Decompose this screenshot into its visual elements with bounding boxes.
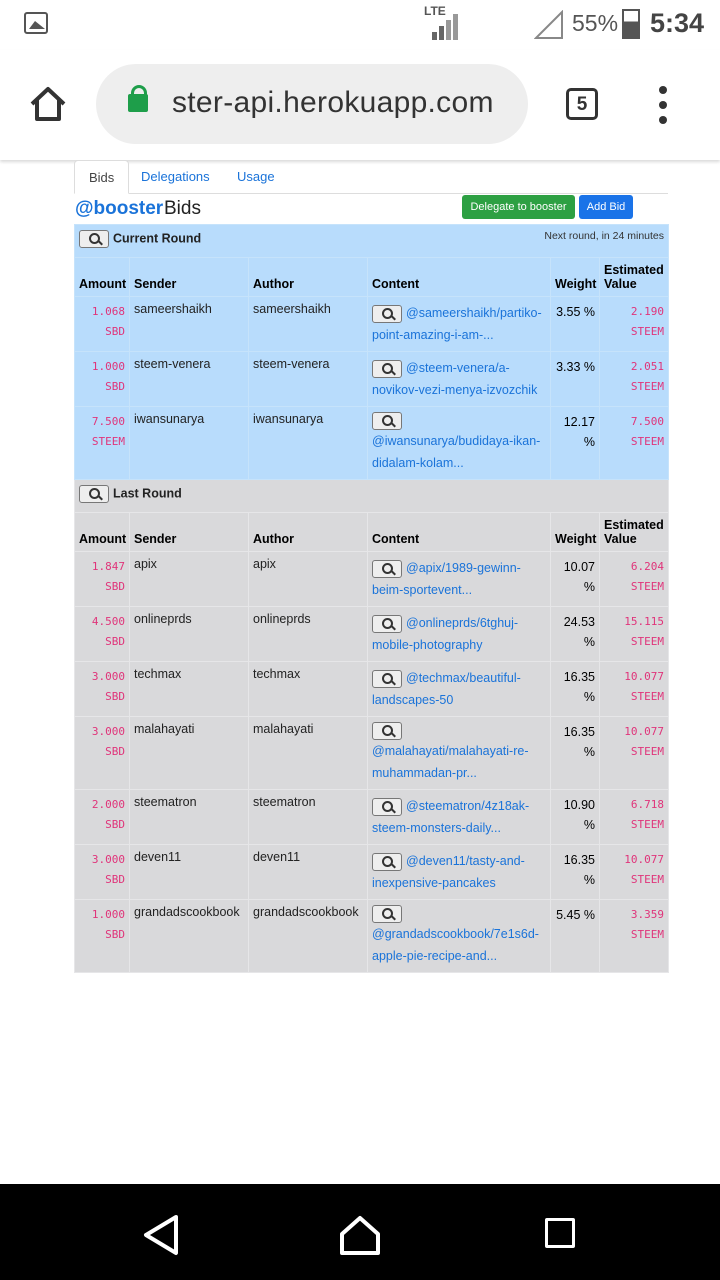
value-cell <box>600 662 669 717</box>
amount-unit: SBD <box>105 745 125 758</box>
author-cell: malahayati <box>249 717 368 790</box>
sender-cell: grandadscookbook <box>130 900 249 973</box>
clock: 5:34 <box>650 8 705 38</box>
col-weight: Weight <box>551 258 600 297</box>
author-cell: steem-venera <box>249 352 368 407</box>
search-icon[interactable] <box>372 853 402 871</box>
page-title: Bids <box>164 198 201 219</box>
sender-cell: sameershaikh <box>130 297 249 352</box>
col-author: Author <box>249 258 368 297</box>
author-cell: steematron <box>249 790 368 845</box>
content-link[interactable]: @deven11/tasty-and-inexpensive-pancakes <box>372 854 525 890</box>
amount-cell <box>75 900 130 973</box>
author-cell: iwansunarya <box>249 407 368 480</box>
value-unit: STEEM <box>630 635 665 648</box>
account-link[interactable]: @booster <box>75 198 164 219</box>
content-link[interactable]: @steematron/4z18ak-steem-monsters-daily... <box>372 799 530 835</box>
sender-cell: malahayati <box>130 717 249 790</box>
value-unit: STEEM <box>630 873 665 886</box>
value-unit: STEEM <box>630 380 665 393</box>
amount-cell <box>75 790 130 845</box>
weight-cell: 16.35 % <box>551 717 600 790</box>
estimated-value: 6.204 <box>630 560 665 573</box>
amount-cell <box>75 552 130 607</box>
content-link[interactable]: @grandadscookbook/7e1s6d-apple-pie-recipe-and... <box>372 927 539 963</box>
value-cell <box>600 845 669 900</box>
address-bar[interactable] <box>96 64 528 144</box>
col-estimated-value: Estimated Value <box>600 513 669 552</box>
table-row <box>75 552 669 607</box>
value-cell <box>600 790 669 845</box>
content-link[interactable]: @malahayati/malahayati-re-muhammadan-pr... <box>372 744 529 780</box>
search-icon[interactable] <box>372 905 402 923</box>
col-amount: Amount <box>75 258 130 297</box>
page-content <box>74 160 668 973</box>
col-estimated-value: Estimated Value <box>600 258 669 297</box>
col-content: Content <box>368 513 551 552</box>
weight-cell: 3.55 % <box>551 297 600 352</box>
value-unit: STEEM <box>630 818 665 831</box>
table-row <box>75 297 669 352</box>
home-icon[interactable] <box>26 82 70 126</box>
amount-value: 3.000 <box>91 725 125 738</box>
battery-icon <box>622 9 640 39</box>
tab-switcher-button[interactable]: 5 <box>566 88 598 120</box>
amount-unit: SBD <box>105 928 125 941</box>
amount-value: 3.000 <box>91 853 125 866</box>
content-cell <box>368 552 551 607</box>
amount-cell <box>75 717 130 790</box>
search-icon[interactable] <box>372 798 402 816</box>
estimated-value: 10.077 <box>624 725 665 738</box>
estimated-value: 3.359 <box>630 908 665 921</box>
image-notification-icon <box>24 12 48 34</box>
amount-unit: SBD <box>105 635 125 648</box>
content-cell <box>368 607 551 662</box>
sender-cell: apix <box>130 552 249 607</box>
last-round-bar <box>75 480 669 513</box>
amount-cell <box>75 662 130 717</box>
col-author: Author <box>249 513 368 552</box>
table-row <box>75 407 669 480</box>
estimated-value: 2.051 <box>630 360 665 373</box>
tab-nav <box>74 160 668 194</box>
sender-cell: onlineprds <box>130 607 249 662</box>
value-unit: STEEM <box>630 745 665 758</box>
value-unit: STEEM <box>630 325 665 338</box>
table-row <box>75 845 669 900</box>
weight-cell: 16.35 % <box>551 845 600 900</box>
author-cell: sameershaikh <box>249 297 368 352</box>
content-cell <box>368 407 551 480</box>
amount-cell <box>75 352 130 407</box>
col-sender: Sender <box>130 513 249 552</box>
weight-cell: 12.17 % <box>551 407 600 480</box>
weight-cell: 24.53 % <box>551 607 600 662</box>
amount-value: 1.000 <box>91 908 125 921</box>
browser-toolbar <box>0 50 720 160</box>
bids-table <box>74 224 669 973</box>
amount-value: 1.068 <box>91 305 125 318</box>
back-icon[interactable] <box>142 1214 182 1256</box>
amount-cell <box>75 845 130 900</box>
amount-cell <box>75 607 130 662</box>
col-weight: Weight <box>551 513 600 552</box>
content-cell <box>368 717 551 790</box>
search-icon[interactable] <box>372 670 402 688</box>
search-icon[interactable] <box>372 560 402 578</box>
table-row <box>75 662 669 717</box>
sender-cell: steematron <box>130 790 249 845</box>
overflow-menu-icon[interactable] <box>656 86 670 126</box>
search-icon[interactable] <box>372 722 402 740</box>
amount-cell <box>75 297 130 352</box>
url-text: ster-api.herokuapp.com <box>172 86 494 119</box>
lock-icon <box>128 94 148 112</box>
author-cell: apix <box>249 552 368 607</box>
sender-cell: deven11 <box>130 845 249 900</box>
search-icon[interactable] <box>372 412 402 430</box>
amount-value: 1.000 <box>91 360 125 373</box>
estimated-value: 15.115 <box>624 615 665 628</box>
search-icon[interactable] <box>79 485 109 503</box>
content-link[interactable]: @sameershaikh/partiko-point-amazing-i-am-... <box>372 306 542 342</box>
estimated-value: 7.500 <box>630 415 665 428</box>
next-round-note: Next round, in 24 minutes <box>544 230 665 242</box>
last-round-section <box>75 480 669 973</box>
content-cell <box>368 352 551 407</box>
estimated-value: 2.190 <box>630 305 665 318</box>
search-icon[interactable] <box>372 305 402 323</box>
search-icon[interactable] <box>372 615 402 633</box>
estimated-value: 6.718 <box>630 798 665 811</box>
current-round-bar <box>75 225 669 258</box>
author-cell: onlineprds <box>249 607 368 662</box>
tab-usage[interactable]: Usage <box>237 169 275 184</box>
value-cell <box>600 717 669 790</box>
current-round-title: Current Round <box>113 231 202 246</box>
amount-unit: SBD <box>105 380 125 393</box>
author-cell: deven11 <box>249 845 368 900</box>
table-row <box>75 900 669 973</box>
amount-unit: SBD <box>105 690 125 703</box>
battery-percent: 55% <box>572 10 619 36</box>
value-cell <box>600 352 669 407</box>
amount-cell <box>75 407 130 480</box>
value-cell <box>600 552 669 607</box>
search-icon[interactable] <box>79 230 109 248</box>
sender-cell: iwansunarya <box>130 407 249 480</box>
status-bar <box>0 0 720 50</box>
content-cell <box>368 662 551 717</box>
value-cell <box>600 297 669 352</box>
value-unit: STEEM <box>630 435 665 448</box>
amount-unit: SBD <box>105 818 125 831</box>
amount-unit: SBD <box>105 580 125 593</box>
sender-cell: steem-venera <box>130 352 249 407</box>
content-cell <box>368 845 551 900</box>
content-cell <box>368 297 551 352</box>
delegate-button[interactable]: Delegate to booster <box>462 195 575 219</box>
value-unit: STEEM <box>630 690 665 703</box>
content-link[interactable]: @apix/1989-gewinn-beim-sportevent... <box>372 561 521 597</box>
amount-unit: STEEM <box>91 435 125 448</box>
table-row <box>75 607 669 662</box>
amount-value: 4.500 <box>91 615 125 628</box>
amount-unit: SBD <box>105 873 125 886</box>
amount-unit: SBD <box>105 325 125 338</box>
content-cell <box>368 790 551 845</box>
search-icon[interactable] <box>372 360 402 378</box>
table-row <box>75 790 669 845</box>
estimated-value: 10.077 <box>624 853 665 866</box>
amount-value: 1.847 <box>91 560 125 573</box>
network-type: LTE <box>424 4 446 18</box>
page-header <box>74 194 668 224</box>
amount-value: 7.500 <box>91 415 125 428</box>
last-round-title: Last Round <box>113 486 182 501</box>
col-amount: Amount <box>75 513 130 552</box>
home-nav-icon[interactable] <box>338 1214 382 1256</box>
content-cell <box>368 900 551 973</box>
value-cell <box>600 407 669 480</box>
weight-cell: 5.45 % <box>551 900 600 973</box>
sender-cell: techmax <box>130 662 249 717</box>
weight-cell: 16.35 % <box>551 662 600 717</box>
content-link[interactable]: @iwansunarya/budidaya-ikan-didalam-kolam... <box>372 434 541 470</box>
weight-cell: 10.90 % <box>551 790 600 845</box>
author-cell: techmax <box>249 662 368 717</box>
weight-cell: 10.07 % <box>551 552 600 607</box>
table-row <box>75 352 669 407</box>
estimated-value: 10.077 <box>624 670 665 683</box>
table-row <box>75 717 669 790</box>
author-cell: grandadscookbook <box>249 900 368 973</box>
signal-empty-icon <box>534 10 564 40</box>
value-unit: STEEM <box>630 928 665 941</box>
weight-cell: 3.33 % <box>551 352 600 407</box>
content-link[interactable]: @techmax/beautiful-landscapes-50 <box>372 671 521 707</box>
value-unit: STEEM <box>630 580 665 593</box>
value-cell <box>600 900 669 973</box>
signal-icon <box>432 12 464 40</box>
content-link[interactable]: @onlineprds/6tghuj-mobile-photography <box>372 616 519 652</box>
value-cell <box>600 607 669 662</box>
tab-bids[interactable]: Bids <box>74 160 129 194</box>
current-round-section <box>75 225 669 480</box>
amount-value: 2.000 <box>91 798 125 811</box>
col-content: Content <box>368 258 551 297</box>
amount-value: 3.000 <box>91 670 125 683</box>
recent-apps-icon[interactable] <box>545 1218 575 1248</box>
col-sender: Sender <box>130 258 249 297</box>
add-bid-button[interactable]: Add Bid <box>579 195 633 219</box>
tab-delegations[interactable]: Delegations <box>141 169 210 184</box>
content-link[interactable]: @steem-venera/a-novikov-vezi-menya-izvozchik <box>372 361 538 397</box>
